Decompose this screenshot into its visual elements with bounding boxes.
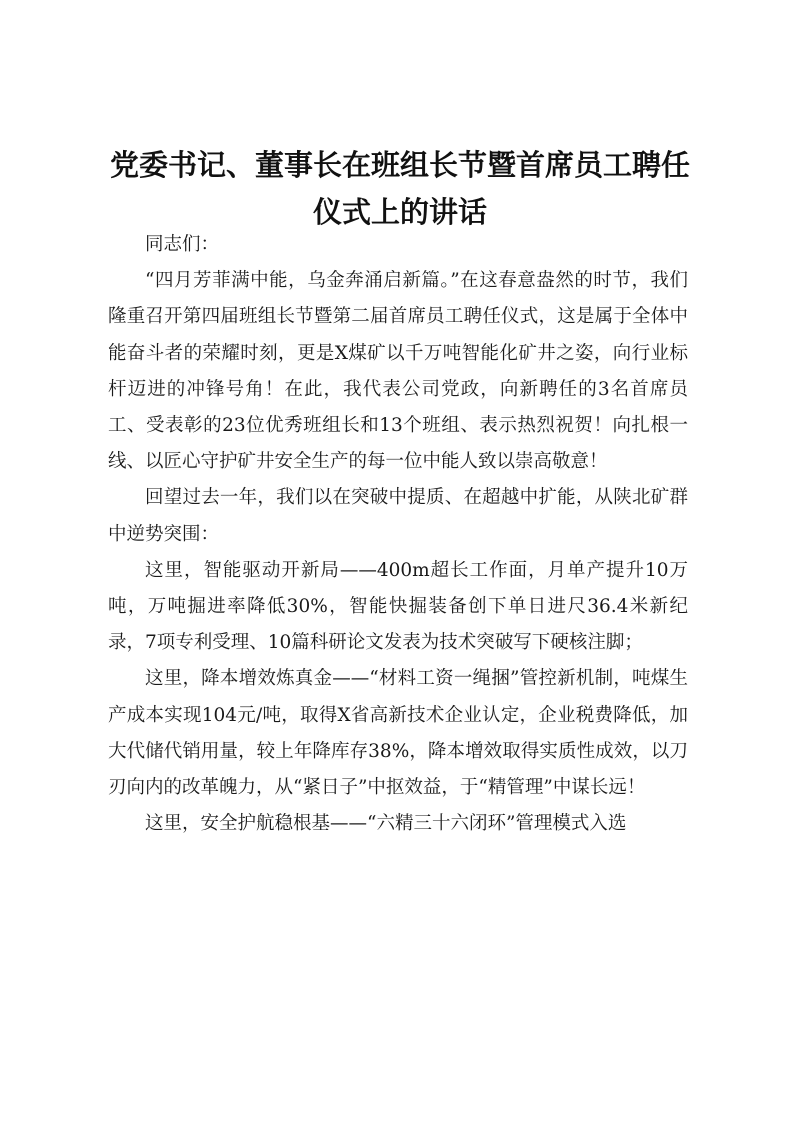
paragraph-opening: “四月芳菲满中能，乌金奔涌启新篇。”在这春意盎然的时节，我们隆重召开第四届班组长节暨第二届首席员工聘任仪式，这是属于全体中能奋斗者的荣耀时刻，更是X煤矿以千万吨智能化矿井之姿，向行业标杆迈进的冲锋号角！在此，我代表公司党政，向新聘任的3名首席员工、受表彰的23位优秀班组长和13个班组、表示热烈祝贺！向扎根一线、以匠心守护矿井安全生产的每一位中能人致以崇高敬意！ <box>108 270 688 473</box>
paragraph-cost-reduction: 这里，降本增效炼真金——“材料工资一绳捆”管控新机制，吨煤生产成本实现104元/吨，取得X省高新技术企业认定，企业税费降低，加大代储代销用量，较上年降库存38%，降本增效取得实质性成效，以刀刃向内的改革魄力，从“紧日子”中抠效益，于“精管理”中谋长远！ <box>108 668 688 799</box>
speech-title: 党委书记、董事长在班组长节暨首席员工聘任仪式上的讲话 <box>109 148 690 229</box>
paragraph-safety: 这里，安全护航稳根基——“六精三十六闭环”管理模式入选 <box>145 813 627 835</box>
paragraph-review: 回望过去一年，我们以在突破中提质、在超越中扩能，从陕北矿群中逆势突围： <box>108 487 688 545</box>
paragraph-intelligence: 这里，智能驱动开新局——400m超长工作面，月单产提升10万吨，万吨掘进率降低30%，智能快掘装备创下单日进尺36.4米新纪录，7项专利受理、10篇科研论文发表为技术突破写下硬核注脚； <box>108 559 688 654</box>
salutation: 同志们： <box>145 234 220 255</box>
speech-body <box>108 227 688 842</box>
